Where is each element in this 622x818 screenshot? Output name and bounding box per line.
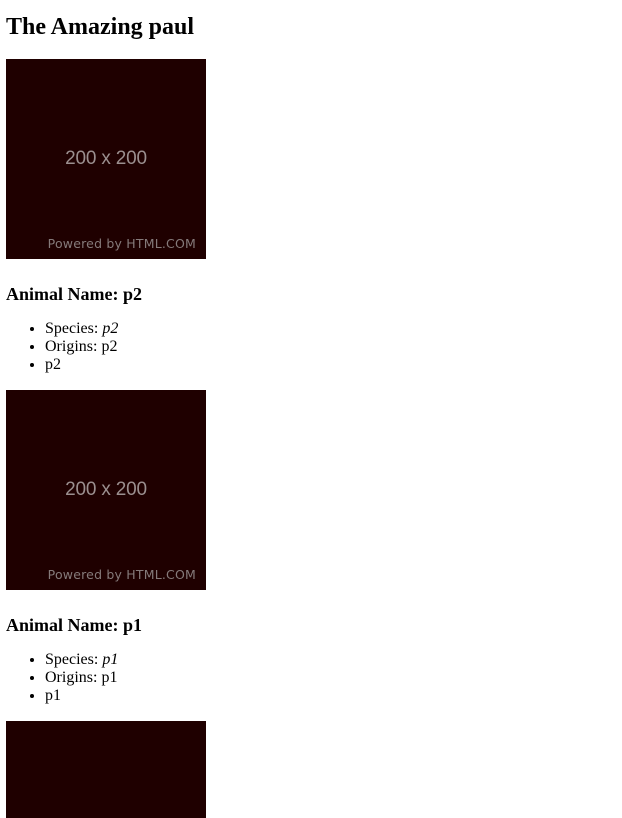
page-title: The Amazing paul bbox=[6, 14, 195, 40]
species-value: p2 bbox=[102, 320, 119, 337]
species-item bbox=[45, 320, 616, 338]
animal-details-list bbox=[6, 320, 616, 374]
origins-item: • Origins: p2 bbox=[45, 338, 616, 356]
animal-image-p1 bbox=[6, 390, 206, 590]
animal-details-list bbox=[6, 651, 616, 705]
animal-name-heading: Animal Name: p1 bbox=[6, 615, 142, 635]
origins-item: • Origins: p1 bbox=[45, 669, 616, 687]
species-item bbox=[45, 651, 616, 669]
image-powered-by-text: Powered by HTML.COM bbox=[47, 567, 196, 582]
page-content bbox=[6, 0, 616, 818]
species-value: p1 bbox=[102, 651, 119, 668]
species-label: Species: bbox=[45, 651, 103, 668]
image-dimensions-text: 200 x 200 bbox=[65, 148, 147, 169]
extra-item: • p2 bbox=[45, 356, 616, 374]
image-dimensions-text: 200 x 200 bbox=[65, 479, 147, 500]
animal-image-p2 bbox=[6, 59, 206, 259]
animal-image-next bbox=[6, 721, 206, 818]
extra-item: • p1 bbox=[45, 687, 616, 705]
animal-name-heading: Animal Name: p2 bbox=[6, 284, 142, 304]
species-label: Species: bbox=[45, 320, 103, 337]
image-powered-by-text: Powered by HTML.COM bbox=[47, 236, 196, 251]
